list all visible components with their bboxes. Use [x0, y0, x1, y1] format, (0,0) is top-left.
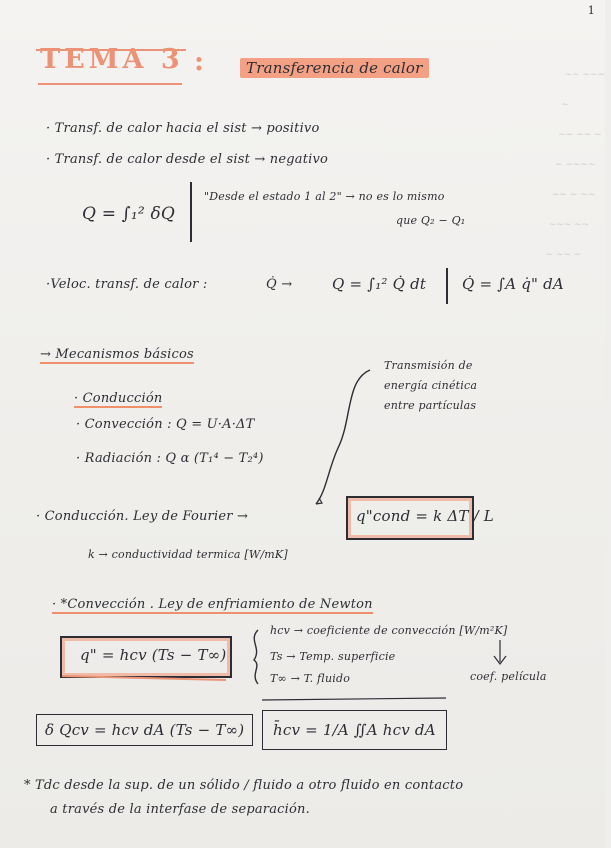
bleed-through-text: ~~ ~~~ ~ ~~ ~~ ~ ~ ~~~~ ~~ ~ ~~ ~~~ ~~ ~ ~~ ~ — [544, 70, 606, 260]
rate-label: ·Veloc. transf. de calor : — [46, 277, 208, 292]
sign-toward-line: · Transf. de calor hacia el sist → positivo — [46, 121, 320, 136]
mech-conduction: · Conducción — [74, 391, 163, 406]
differential-box: δ Qcv = hcv dA (Ts − T∞) — [36, 714, 253, 746]
fourier-label: · Conducción. Ley de Fourier → — [36, 509, 249, 524]
page-number: 1 — [587, 4, 595, 17]
sign-from-line: · Transf. de calor desde el sist → negativo — [46, 152, 329, 167]
qdot-arrow: Q̇ → — [266, 277, 293, 292]
fourier-formula: q"cond = k ΔT / L — [356, 507, 494, 525]
mech-convection: · Convección : Q = U·A·ΔT — [76, 417, 255, 432]
topic-title: Transferencia de calor — [240, 59, 429, 77]
newton-label: · *Convección . Ley de enfriamiento de Newton — [52, 597, 373, 612]
h-definition: hcv → coeficiente de convección [W/m²K] — [270, 624, 508, 637]
flux-integral: Q̇ = ∫A q̇" dA — [462, 275, 564, 293]
mechanisms-title: → Mecanismos básicos — [40, 347, 194, 362]
conduction-note: Transmisión de energía cinética entre partículas — [384, 359, 478, 412]
rate-integral: Q = ∫₁² Q̇ dt — [332, 275, 427, 293]
state-note-1: "Desde el estado 1 al 2" → no es lo mismo — [204, 190, 445, 203]
k-definition: k → conductividad termica [W/mK] — [88, 548, 288, 561]
title-colon: : — [194, 46, 204, 77]
mech-radiation: · Radiación : Q α (T₁⁴ − T₂⁴) — [76, 451, 264, 466]
average-box: h̄cv = 1/A ∬A hcv dA — [262, 710, 447, 750]
footer-line-2: a través de la interfase de separación. — [50, 802, 310, 817]
newton-formula: q" = hcv (Ts − T∞) — [80, 646, 227, 664]
heat-integral: Q = ∫₁² δQ — [82, 204, 176, 224]
tinf-definition: T∞ → T. fluido — [270, 672, 351, 685]
footer-line-1: * Tdc desde la sup. de un sólido / fluido a otro fluido en contacto — [24, 778, 464, 793]
ts-definition: Ts → Temp. superficie — [270, 650, 396, 663]
film-coefficient: coef. película — [470, 670, 547, 683]
state-note-2: que Q₂ − Q₁ — [396, 214, 466, 227]
tema-label: TEMA 3 — [40, 44, 184, 75]
